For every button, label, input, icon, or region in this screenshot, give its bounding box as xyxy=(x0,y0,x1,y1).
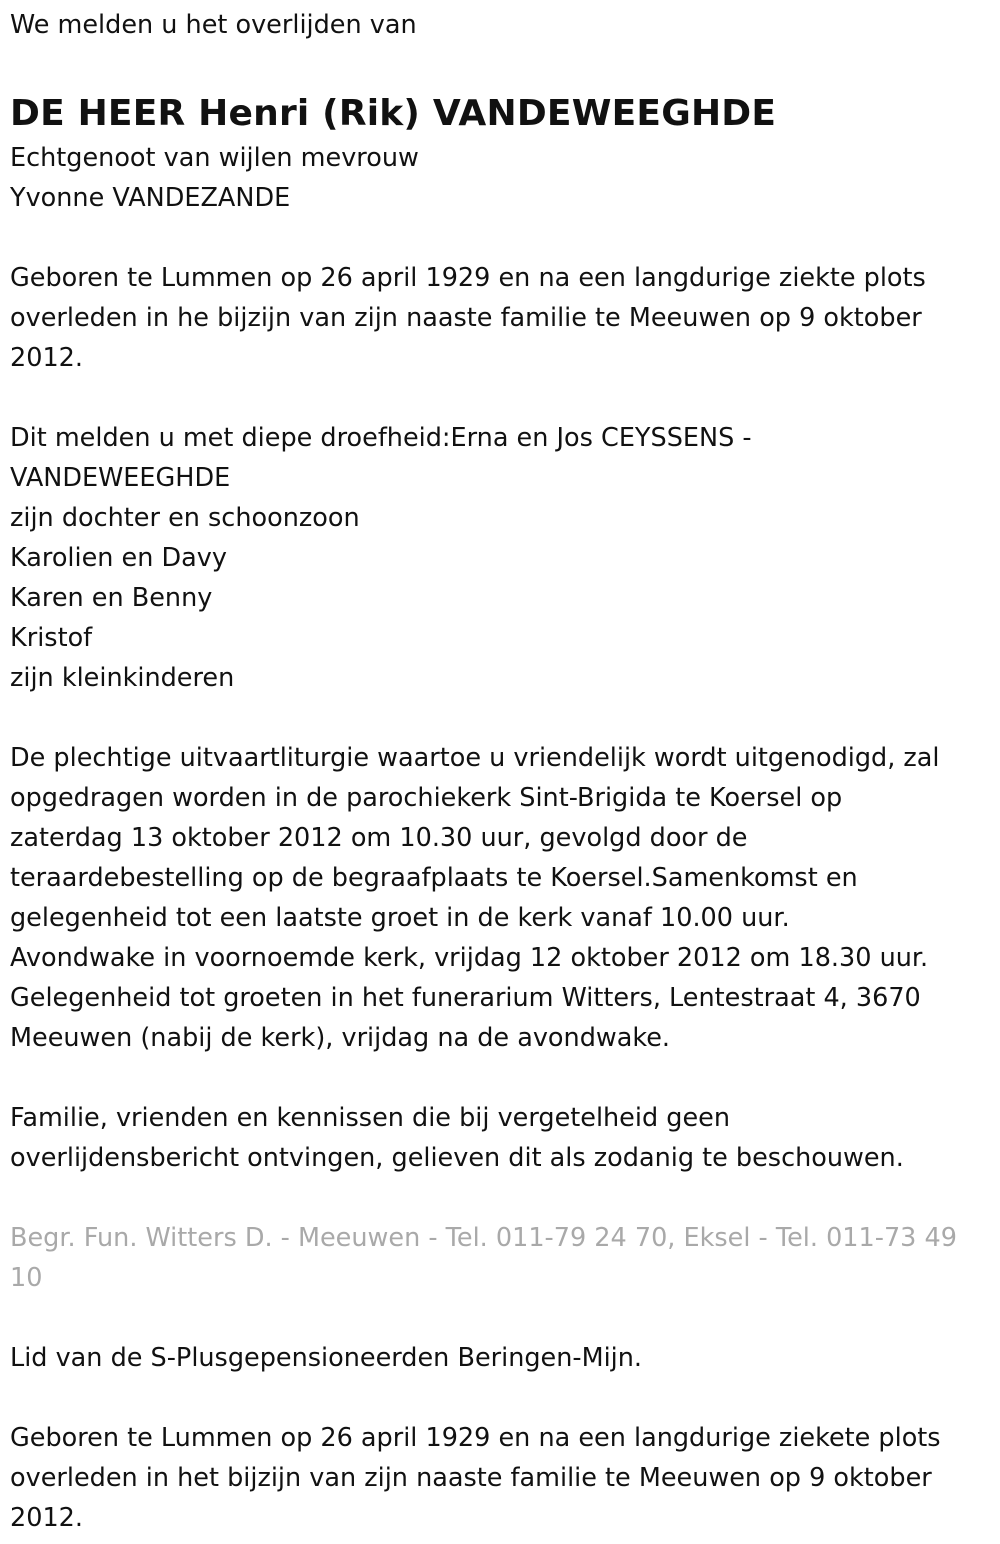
notice-line: overlijdensbericht ontvingen, gelieven dit als zodanig te beschouwen. xyxy=(10,1143,904,1173)
spacer xyxy=(10,698,990,738)
spacer xyxy=(10,1178,990,1218)
family-line: Karolien en Davy xyxy=(10,543,227,573)
funeral-line: Gelegenheid tot groeten in het funerarium Witters, Lentestraat 4, 3670 xyxy=(10,983,921,1013)
family-line: Karen en Benny xyxy=(10,583,213,613)
spacer xyxy=(10,378,990,418)
spacer xyxy=(10,1058,990,1098)
family-line: zijn kleinkinderen xyxy=(10,663,235,693)
funeral-line: zaterdag 13 oktober 2012 om 10.30 uur, gevolgd door de xyxy=(10,823,748,853)
deceased-name: DE HEER Henri (Rik) VANDEWEEGHDE xyxy=(10,93,777,134)
family-line: Dit melden u met diepe droefheid:Erna en Jos CEYSSENS - xyxy=(10,423,752,453)
birth-death-line: Geboren te Lummen op 26 april 1929 en na een langdurige ziekte plots xyxy=(10,263,926,293)
birth-death-line: 2012. xyxy=(10,343,84,373)
funeral-home-block xyxy=(10,1218,990,1298)
spacer xyxy=(10,218,990,258)
family-line: Kristof xyxy=(10,623,93,653)
funeral-line: Avondwake in voornoemde kerk, vrijdag 12 oktober 2012 om 18.30 uur. xyxy=(10,943,929,973)
spouse-line: Echtgenoot van wijlen mevrouw xyxy=(10,143,419,173)
funeral-line: teraardebestelling op de begraafplaats te Koersel.Samenkomst en xyxy=(10,863,858,893)
funeral-home-line: Begr. Fun. Witters D. - Meeuwen - Tel. 011-79 24 70, Eksel - Tel. 011-73 49 xyxy=(10,1223,957,1253)
notice-block xyxy=(10,1098,990,1178)
funeral-line: De plechtige uitvaartliturgie waartoe u vriendelijk wordt uitgenodigd, zal xyxy=(10,743,940,773)
family-line: VANDEWEEGHDE xyxy=(10,463,231,493)
funeral-line: opgedragen worden in de parochiekerk Sint-Brigida te Koersel op xyxy=(10,783,843,813)
birth-death-line: 2012. xyxy=(10,1503,84,1533)
funeral-home-line: 10 xyxy=(10,1263,43,1293)
family-block xyxy=(10,418,990,698)
funeral-line: gelegenheid tot een laatste groet in de kerk vanaf 10.00 uur. xyxy=(10,903,790,933)
birth-death-block xyxy=(10,258,990,378)
membership-line: Lid van de S-Plusgepensioneerden Beringen-Mijn. xyxy=(10,1343,643,1373)
spouse-block xyxy=(10,138,990,218)
spacer xyxy=(10,1378,990,1418)
spacer xyxy=(10,1298,990,1338)
funeral-line: Meeuwen (nabij de kerk), vrijdag na de avondwake. xyxy=(10,1023,671,1053)
family-line: zijn dochter en schoonzoon xyxy=(10,503,360,533)
birth-death-line: Geboren te Lummen op 26 april 1929 en na een langdurige ziekete plots xyxy=(10,1423,941,1453)
birth-death-line: overleden in he bijzijn van zijn naaste familie te Meeuwen op 9 oktober xyxy=(10,303,922,333)
notice-line: Familie, vrienden en kennissen die bij vergetelheid geen xyxy=(10,1103,730,1133)
birth-death-block-repeat xyxy=(10,1418,990,1538)
spouse-line: Yvonne VANDEZANDE xyxy=(10,183,291,213)
intro-text: We melden u het overlijden van xyxy=(10,10,417,40)
birth-death-line: overleden in het bijzijn van zijn naaste familie te Meeuwen op 9 oktober xyxy=(10,1463,932,1493)
funeral-block xyxy=(10,738,990,1058)
